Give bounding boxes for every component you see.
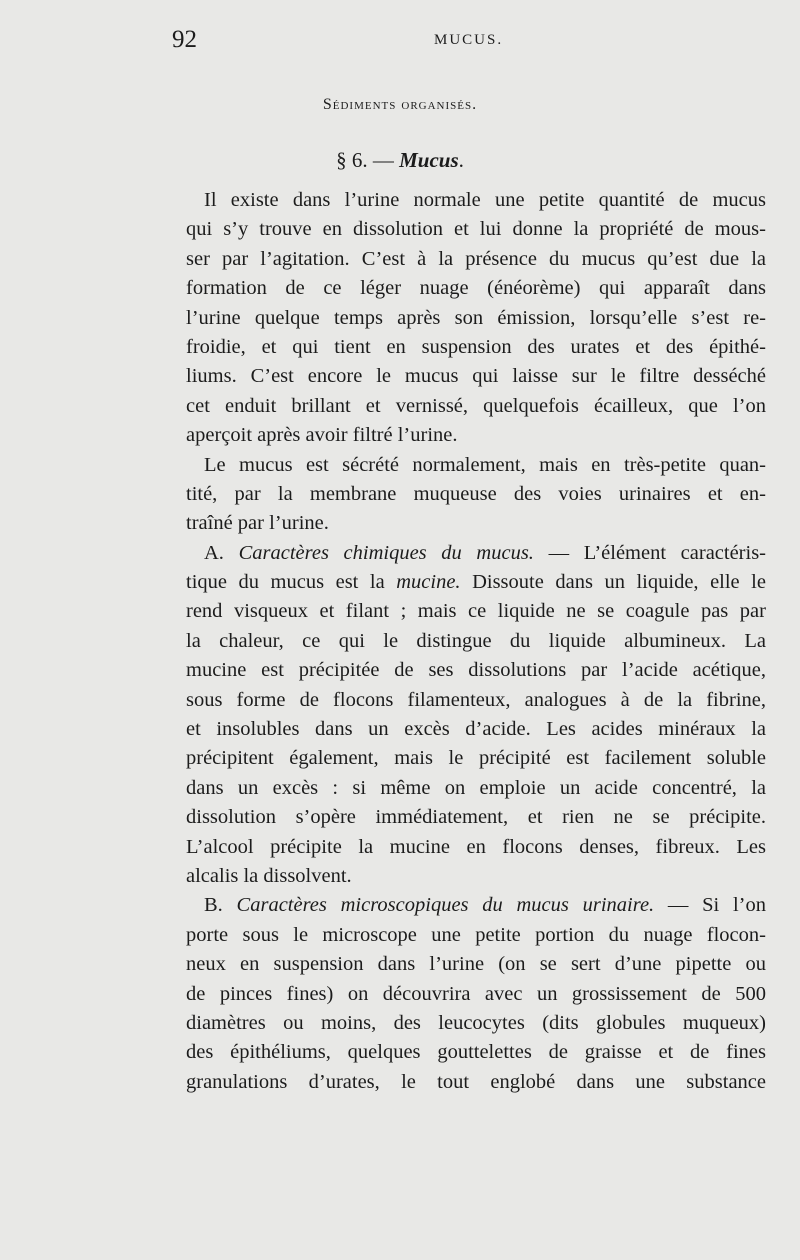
text-line xyxy=(186,891,766,920)
body-text xyxy=(186,186,766,1097)
subsection-heading xyxy=(0,148,800,173)
text-line: sous forme de flocons filamenteux, analogues à de la fibrine, xyxy=(186,688,766,711)
text-line: alcalis la dissolvent. xyxy=(186,864,352,887)
text-line: porte sous le microscope une petite portion du nuage flocon- xyxy=(186,923,766,946)
text-line: liums. C’est encore le mucus qui laisse sur le filtre desséché xyxy=(186,365,766,388)
text-line: froidie, et qui tient en suspension des urates et des épithé- xyxy=(186,335,766,358)
text-line: Le mucus est sécrété normalement, mais en très-petite quan- xyxy=(204,453,766,476)
text-line: traîné par l’urine. xyxy=(186,512,329,535)
subsection-title: Mucus xyxy=(399,148,459,172)
text-run: Dissoute dans un liquide, elle le xyxy=(460,571,766,594)
text-line xyxy=(186,539,766,568)
text-line: diamètres ou moins, des leucocytes (dits globules muqueux) xyxy=(186,1011,766,1034)
text-run: tique du mucus est la xyxy=(186,571,397,594)
text-line: qui s’y trouve en dissolution et lui donne la propriété de mous- xyxy=(186,218,766,241)
text-line: cet enduit brillant et vernissé, quelquefois écailleux, que l’on xyxy=(186,394,766,417)
text-line: L’alcool précipite la mucine en flocons denses, fibreux. Les xyxy=(186,835,766,858)
text-line: Il existe dans l’urine normale une petite quantité de mucus xyxy=(204,189,766,211)
text-line: dans un excès : si même on emploie un acide concentré, la xyxy=(186,776,766,799)
paragraph-label: B. xyxy=(204,894,223,917)
text-line: granulations d’urates, le tout englobé dans une substance xyxy=(186,1070,766,1093)
running-title: MUCUS. xyxy=(434,32,504,48)
subsection-number: § 6. — xyxy=(336,148,394,172)
text-line: ser par l’agitation. C’est à la présence du mucus qu’est due la xyxy=(186,247,766,270)
text-run: — Si l’on xyxy=(654,894,766,917)
text-line: aperçoit après avoir filtré l’urine. xyxy=(186,424,458,447)
text-line: précipitent également, mais le précipité est facilement soluble xyxy=(186,747,766,770)
text-line: de pinces fines) on découvrira avec un grossissement de 500 xyxy=(186,982,766,1005)
text-line: la chaleur, ce qui le distingue du liquide albumineux. La xyxy=(186,629,766,652)
text-run: — L’élément caractéris- xyxy=(533,541,767,564)
text-line: neux en suspension dans l’urine (on se sert d’une pipette ou xyxy=(186,953,766,976)
text-line xyxy=(186,568,766,597)
text-line: l’urine quelque temps après son émission, lorsqu’elle s’est re- xyxy=(186,306,766,329)
italic-heading: Caractères chimiques du mucus. xyxy=(238,541,534,564)
text-line: rend visqueux et filant ; mais ce liquide ne se coagule pas par xyxy=(186,600,766,623)
running-head xyxy=(172,26,772,60)
text-line: tité, par la membrane muqueuse des voies urinaires et en- xyxy=(186,482,766,505)
text-line: mucine est précipitée de ses dissolutions par l’acide acétique, xyxy=(186,659,766,682)
text-line: dissolution s’opère immédiatement, et rien ne se précipite. xyxy=(186,806,766,829)
page-number: 92 xyxy=(172,26,197,53)
section-heading: Sédiments organisés. xyxy=(322,96,478,113)
italic-heading: Caractères microscopiques du mucus urinaire. xyxy=(236,894,655,917)
subsection-period: . xyxy=(458,148,464,172)
text-line: formation de ce léger nuage (énéorème) qui apparaît dans xyxy=(186,277,766,300)
paragraph-label: A. xyxy=(204,541,224,564)
italic-term: mucine. xyxy=(396,571,461,594)
text-line: des épithéliums, quelques gouttelettes de graisse et de fines xyxy=(186,1041,766,1064)
text-line: et insolubles dans un excès d’acide. Les acides minéraux la xyxy=(186,718,766,741)
